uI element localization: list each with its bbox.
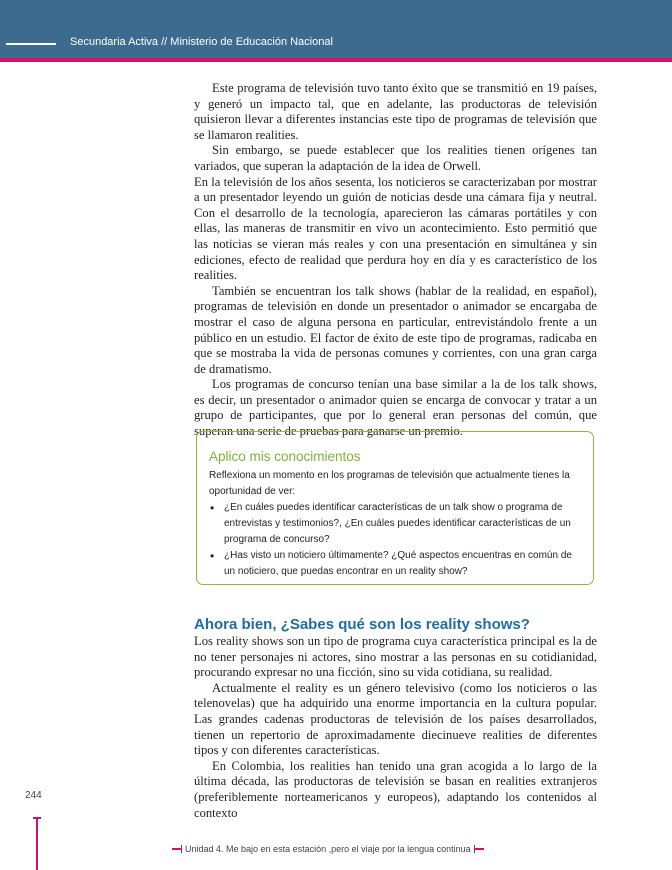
paragraph: Los reality shows son un tipo de programa cuya característica principal es la de no tener personajes ni actores, sino mostrar a las personas en su cotidianidad, procurando expresar no una ficción, sino su vida cotidiana, su realidad. [194,634,597,680]
paragraph: Este programa de televisión tuvo tanto éxito que se transmitió en 19 países, y generó un impacto tal, que en adelante, las productoras de televisión quisieron llevar a diferentes instancias este tipo de programas de televisión que se llamaron realities. [194,81,597,142]
footer-text: Unidad 4. Me bajo en esta estación ,pero el viaje por la lengua continua [185,844,471,854]
bullet-icon: • [210,549,215,563]
activity-box [196,431,594,585]
section-heading: Ahora bien, ¿Sabes qué son los reality shows? [194,616,530,633]
page-number: 244 [25,790,42,801]
header-rule [6,43,56,45]
paragraph: En la televisión de los años sesenta, los noticieros se caracterizaban por mostrar a un presentador leyendo un guión de noticias desde una cámara fija y neutral. Con el desarrollo de la tecnología, aparecieron las cámaras portátiles y con ellas, las maneras de transmitir en vivo un acontecimiento. Esto permitió que las noticias se vieran más reales y con una presentación en simultánea y sin ediciones, efecto de realidad que perdura hoy en día y es característico de los realities. [194,174,597,283]
header-title: Secundaria Activa // Ministerio de Educación Nacional [70,36,333,48]
footer-rule-right [474,848,484,850]
body-text-section [194,634,597,821]
activity-question [209,548,581,580]
header-bar [0,0,672,58]
paragraph: Los programas de concurso tenían una base similar a la de los talk shows, es decir, un presentador o animador quien se encarga de convocar y tratar a un grupo de participantes, que por lo general eran personas del común, que superan una serie de pruebas para ganarse un premio. [194,377,597,439]
paragraph: Sin embargo, se puede establecer que los realities tienen orígenes tan variados, que superan la adaptación de la idea de Orwell. [194,143,597,173]
activity-question [209,500,581,548]
activity-question-list [209,500,581,580]
activity-box-title: Aplico mis conocimientos [209,449,361,464]
bullet-icon: • [210,501,215,515]
activity-box-intro: Reflexiona un momento en los programas de televisión que actualmente tienes la oportunidad de ver: [209,470,570,497]
body-text-top [194,81,597,440]
activity-question-text: ¿Has visto un noticiero últimamente? ¿Qué aspectos encuentras en común de un noticiero, que puedas encontrar en un reality show? [224,550,572,577]
paragraph: Actualmente el reality es un género televisivo (como los noticieros o las telenovelas) que ha adquirido una enorme importancia en la cultura popular. Las grandes cadenas productoras de televisión de los países desarrollados, tienen un repertorio de aproximadamente diecinueve realities de diferentes tipos y con diferentes características. [194,680,597,758]
paragraph: En Colombia, los realities han tenido una gran acogida a lo largo de la última década, las productoras de televisión se basan en realities extranjeros (preferiblemente norteamericanos y europeos), adaptando los contenidos al contexto [194,758,597,820]
activity-question-text: ¿En cuáles puedes identificar características de un talk show o programa de entrevistas y testimonios?, ¿En cuáles puedes identificar características de un programa de concurso? [224,502,571,545]
paragraph: También se encuentran los talk shows (hablar de la realidad, en español), programas de televisión en donde un presentador o animador se encargaba de mostrar el caso de alguna persona en particular, entrevistándolo frente a un público en un estudio. El factor de éxito de este tipo de programas, radicaba en que se mostraba la vida de personas comunes y corrientes, con una gran carga de dramatismo. [194,283,597,376]
header-accent-stripe [0,58,672,62]
margin-rule [36,817,38,870]
footer-rule-left [172,848,182,850]
footer [172,844,484,854]
